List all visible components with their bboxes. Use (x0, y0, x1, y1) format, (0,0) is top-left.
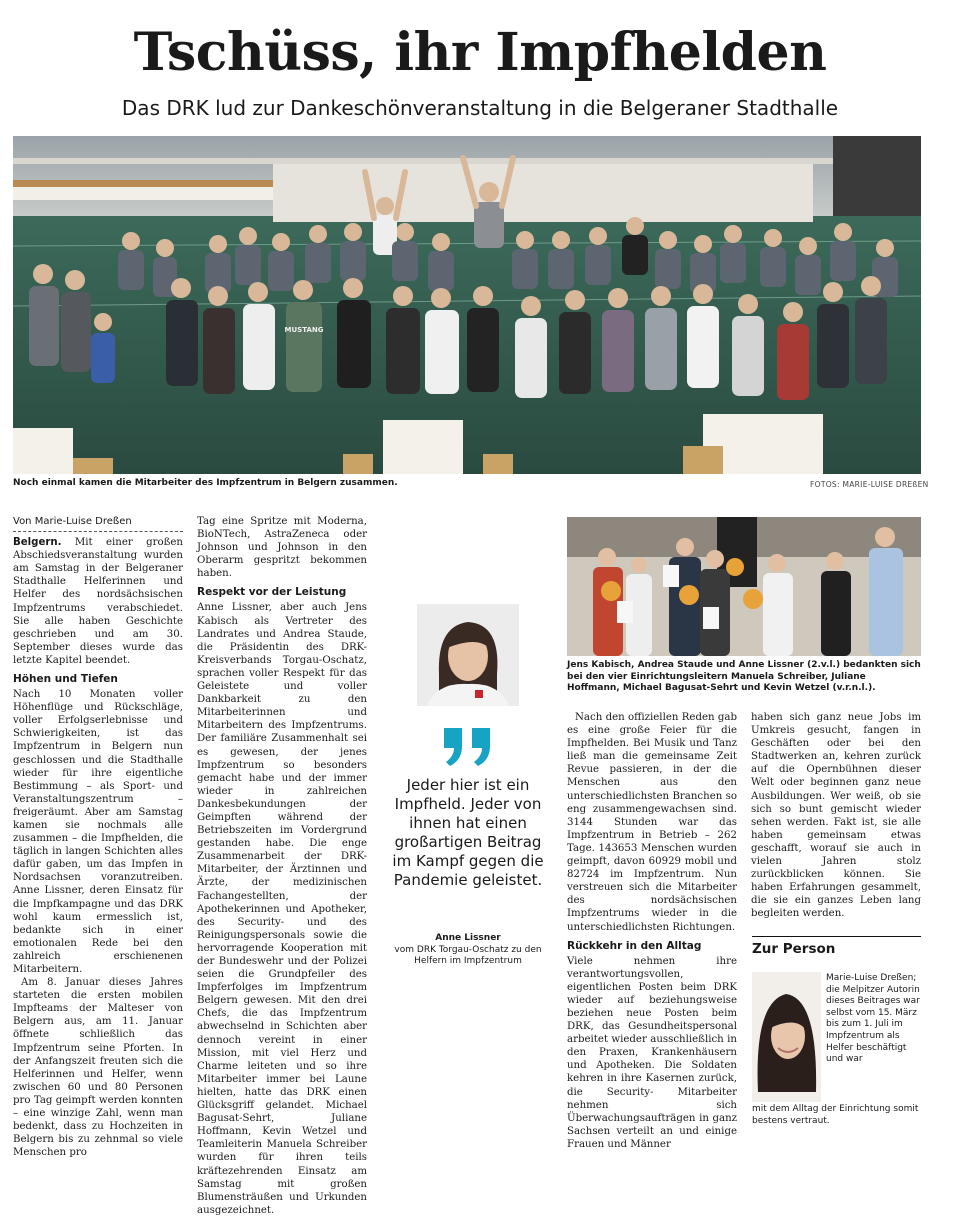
paragraph: Tag eine Spritze mit Moderna, BioNTech, AstraZeneca oder Johnson und Johnson in den Oberarm gespritzt bekommen haben. (197, 516, 367, 580)
subheadline: Das DRK lud zur Dankeschönveranstaltung in die Belgeraner Stadthalle (121, 96, 839, 120)
photo-credit: FOTOS: MARIE-LUISE DREßEN (810, 480, 929, 489)
article-column-1 (13, 515, 183, 1159)
headline: Tschüss, ihr Impfhelden (133, 22, 827, 83)
pull-quote: Jeder hier ist ein Impfheld. Jeder von ihnen hat einen großartigen Beitrag im Kampf gegen die Pandemie geleistet. (392, 776, 544, 889)
paragraph: haben sich ganz neue Jobs im Umkreis gesucht, fangen in Geschäften oder bei den Stadtwerken an, kehren zurück auf die Opernbühnen dieser Welt oder beginnen ganz neue Ausbildungen. Wer weiß, ob sie sich so bunt gemischt wieder sehen werden. Fakt ist, sie alle haben gemeinsam etwas geschafft, worauf sie auch in vielen Jahren stolz zurückblicken können. Sie haben Erfahrungen gesammelt, die sie ein ganzes Leben lang begleiten werden. (751, 712, 921, 920)
paragraph: Anne Lissner, aber auch Jens Kabisch als Vertreter des Landrates und Andrea Staude, die Präsidentin des DRK-Kreisverbands Torgau-Oschatz, sprachen voller Respekt für das Geleistete und voller Dankbarkeit zu den Mitarbeiterinnen und Mitarbeitern des Impfzentrums. Der familiäre Zusammenhalt sei es gewesen, der jenes Impfzentrum so besonders gemacht habe und der immer wieder in zahlreichen Dankesbekundungen der Geimpften während der Betriebszeiten im Vordergrund gestanden habe. Die enge Zusammenarbeit der DRK- Mitarbeiter, der Ärztinnen und Ärzte, der medizinischen Fachangestellten, der Apothekerinnen und Apotheker, des Security- und des Reinigungspersonals sowie die hervorragende Kooperation mit der Bundeswehr und der Polizei seien die Grundpfeiler des Impferfolges im Impfzentrum Belgern gewesen. Mit den drei Chefs, die das Impfzentrum abwechselnd in Schichten aber dennoch vereint in einer Mission, mit viel Herz und Charme leiteten und so ihre Mitarbeiter immer bei Laune hielten, hatte das DRK einen Glücksgriff gelandet. Michael Bagusat-Sehrt, Juliane Hoffmann, Kevin Wetzel und Teamleiterin Manuela Schreiber wurden für ihren teils kräftezehrenden Einsatz am Samstag mit großen Blumensträußen und Urkunden ausgezeichnet. (197, 602, 367, 1216)
portrait-illustration (417, 604, 519, 706)
zur-person-title: Zur Person (752, 941, 836, 957)
author-photo (752, 972, 821, 1102)
subheading-rueckkehr: Rückkehr in den Alltag (567, 939, 702, 952)
award-photo (567, 517, 921, 656)
author-photo-illustration (752, 972, 821, 1102)
quote-portrait (417, 604, 519, 706)
lead-text: Mit einer großen Abschiedsveranstaltung wurden am Samstag in der Belgeraner Stadthalle Helferinnen und Helfer des nordsächsischen Impfzentrums verabschiedet. Sie alle haben Geschichte geschrieben und am 30. September dieses wurde das letzte Kapitel beendet. (13, 537, 183, 666)
lead-paragraph (13, 536, 183, 667)
paragraph: Nach 10 Monaten voller Höhenflüge und Rückschläge, voller Erfolgserlebnisse und Schwierigkeiten, ist das Impfzentrum in Belgern nun geschlossen und die Stadthalle wieder für ihre eigentliche Bestimmung – als Sport- und Veranstaltungszentrum – freigeräumt. Aber am Samstag kamen sie nochmals alle zusammen – die Impfhelden, die täglich in langen Schichten alles dafür gaben, um das Impfen in Nordsachsen voranzutreiben. Anne Lissner, deren Einsatz für die Impfkampagne und das DRK wohl kaum ermesslich ist, bedankte sich in einer emotionalen Rede bei den zahlreich erschienenen Mitarbeitern. (13, 689, 183, 975)
quote-attribution (391, 933, 545, 968)
article-column-3 (567, 711, 737, 1150)
zur-person-text-end: mit dem Alltag der Einrichtung somit bestens vertraut. (752, 1104, 919, 1126)
dateline: Belgern. (13, 537, 62, 549)
award-photo-caption: Jens Kabisch, Andrea Staude und Anne Lissner (2.v.l.) bedankten sich bei den vier Einrichtungsleitern Manuela Schreiber, Juliane Hoffmann, Michael Bagusat-Sehrt und Kevin Wetzel (v.r.n.l.). (567, 660, 921, 693)
paragraph: Viele nehmen ihre verantwortungsvollen, eigentlichen Posten beim DRK wieder auf beziehungsweise beziehen neue Posten beim DRK, das Gesundheitspersonal arbeitet wieder ausschließlich in den Praxen, Krankenhäusern und Apotheken. Die Soldaten kehren in ihre Kasernen zurück, die Security- Mitarbeiter nehmen sich Überwachungsaufträgen in ganz Sachsen verteilt an und einige Frauen und Männer (567, 955, 737, 1150)
paragraph: Nach den offiziellen Reden gab es eine große Feier für die Impfhelden. Bei Musik und Tanz ließ man die gemeinsame Zeit Revue passieren, in der die Menschen aus den unterschiedlichsten Branchen so eng zusammengewachsen sind. 3144 Stunden war das Impfzentrum in Betrieb – 262 Tage. 143653 Menschen wurden geimpft, davon 60929 mobil und 82724 im Impfzentrum. Nun verstreuen sich die Mitarbeiter des nordsächsischen Impfzentrums wieder in die unterschiedlichsten Richtungen. (567, 712, 737, 933)
group-photo-illustration (13, 136, 921, 474)
zur-person-text: Marie-Luise Dreßen; die Melpitzer Autorin dieses Beitrages war selbst vom 15. März bis zum 1. Juli im Impfzentrum als Helfer beschäftigt und war (826, 973, 920, 1065)
article-column-2 (197, 515, 367, 1216)
main-photo (13, 136, 921, 474)
article-column-4 (751, 711, 921, 921)
subheading-respekt: Respekt vor der Leistung (197, 586, 347, 599)
award-photo-illustration (567, 517, 921, 656)
subheading-hoehen-und-tiefen: Höhen und Tiefen (13, 673, 118, 686)
quote-author-role: vom DRK Torgau-Oschatz zu den Helfern im Impfzentrum (394, 944, 542, 966)
quote-author: Anne Lissner (435, 933, 501, 943)
zur-person-box (752, 936, 921, 957)
main-photo-caption: Noch einmal kamen die Mitarbeiter des Impfzentrum in Belgern zusammen. (13, 478, 398, 488)
paragraph: Am 8. Januar dieses Jahres starteten die ersten mobilen Impfteams der Malteser von Belgern aus, am 11. Januar öffnete schließlich das Impfzentrum seine Pforten. In der Anfangszeit freuten sich die Helferinnen und Helfer, wenn zwischen 60 und 80 Personen pro Tag geimpft werden konnten – eine winzige Zahl, wenn man bedenkt, dass zu Hochzeiten in Belgern bis zu zehnmal so viele Menschen pro (13, 977, 183, 1159)
shirt-print: MUSTANG (284, 326, 324, 334)
quote-mark-icon (440, 724, 496, 768)
byline: Von Marie-Luise Dreßen (13, 515, 183, 532)
